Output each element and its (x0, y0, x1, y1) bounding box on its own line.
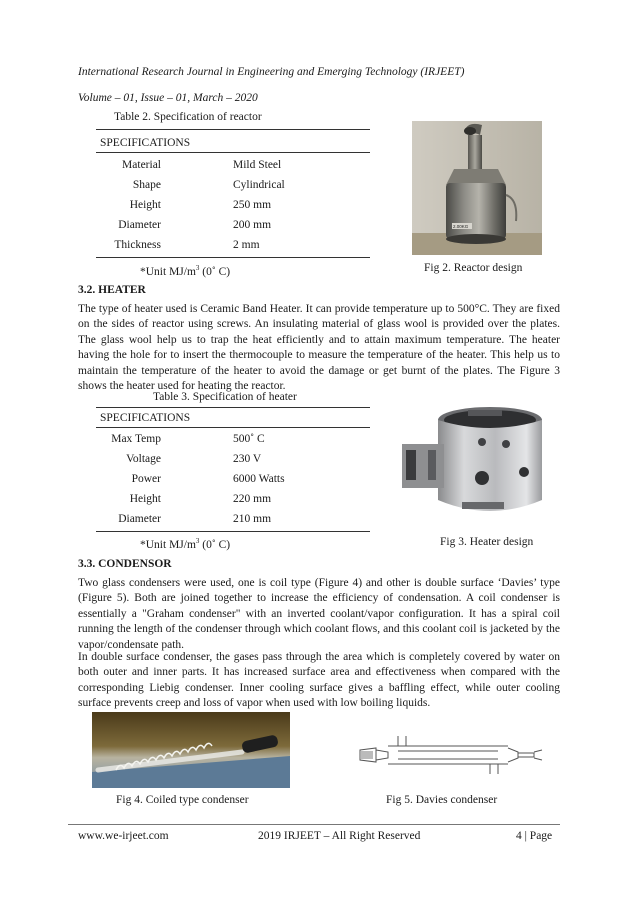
table2-heading-rule (96, 152, 370, 153)
condensor-paragraph-1: Two glass condensers were used, one is coil type (Figure 4) and other is double surface ‘Davies’ type (Figure 5). Both are joined together to increase the efficiency of condensation. A coil condenser is essentially a "Graham condenser" with an inverted coolant/vapor configuration. It has a spiral coil running the length of the condenser through which coolant flows, and this coolant coil is jacketed by the vapor/condensate path. (78, 577, 560, 651)
fig3-caption: Fig 3. Heater design (440, 536, 534, 548)
footer-website: www.we-irjeet.com (78, 830, 169, 842)
table2-row-value: 2 mm (233, 239, 260, 251)
table3-row-label: Height (129, 493, 161, 505)
reactor-label-text: 2.00KG (453, 224, 469, 229)
table3-top-rule (96, 407, 370, 408)
table2-row-value: Cylindrical (233, 179, 285, 191)
fig4-caption: Fig 4. Coiled type condenser (116, 794, 249, 806)
table3-bottom-rule (96, 531, 370, 532)
table3-unit-note: *Unit $MJ/m^3$ (0˚ C) (140, 537, 231, 551)
condensor-section-title: 3.3. CONDENSOR (78, 558, 172, 570)
table2-row-label: Diameter (118, 219, 161, 231)
fig5-caption: Fig 5. Davies condenser (386, 794, 498, 806)
table3-row-label: Diameter (118, 513, 161, 525)
reactor-photo (412, 121, 542, 255)
heater-section-title: 3.2. HEATER (78, 284, 146, 296)
table3-row-value: 220 mm (233, 493, 272, 505)
journal-title: International Research Journal in Engineering and Emerging Technology (IRJEET) (78, 66, 465, 78)
footer-rule (68, 824, 560, 825)
table2-heading: SPECIFICATIONS (100, 137, 191, 149)
table2-unit-note: *Unit $MJ/m^3$ (0˚ C) (140, 264, 231, 278)
table2-row-label: Height (129, 199, 161, 211)
table2-caption: Table 2. Specification of reactor (114, 111, 262, 123)
table3-row-value: 6000 Watts (233, 473, 285, 485)
heater-photo (398, 398, 548, 528)
table2-row-label: Material (122, 159, 161, 171)
footer-page-number: 4 | Page (516, 830, 553, 842)
table3-row-label: Max Temp (111, 433, 161, 445)
table2-row-label: Shape (132, 179, 161, 191)
table2-bottom-rule (96, 257, 370, 258)
table3-row-value: 230 V (233, 453, 262, 465)
table3-row-label: Power (131, 473, 161, 485)
davies-condenser-drawing (358, 736, 544, 776)
table2-row-value: 250 mm (233, 199, 272, 211)
table3-heading: SPECIFICATIONS (100, 412, 191, 424)
volume-info: Volume – 01, Issue – 01, March – 2020 (78, 92, 258, 104)
table3-row-label: Voltage (126, 453, 161, 465)
table2-row-value: Mild Steel (233, 159, 282, 171)
coil-condenser-photo (92, 712, 290, 788)
table3-heading-rule (96, 427, 370, 428)
condensor-paragraph-2: In double surface condenser, the gases pass through the area which is completely covered by water on both outer and inner parts. It has increased surface area and effectiveness when compared with the corresponding Liebig condenser. Inner cooling surface gives a baffling effect, while outer cooling surface prevents creep and loss of vapor when used with low boiling liquids. (78, 651, 560, 710)
table2-row-value: 200 mm (233, 219, 272, 231)
footer-copyright: 2019 IRJEET – All Right Reserved (258, 830, 421, 842)
table3-row-value: 210 mm (233, 513, 272, 525)
table3-row-value: 500˚ C (233, 433, 265, 445)
fig2-caption: Fig 2. Reactor design (424, 262, 523, 274)
table2-row-label: Thickness (114, 239, 161, 251)
table2-top-rule (96, 129, 370, 130)
heater-paragraph: The type of heater used is Ceramic Band Heater. It can provide temperature up to 500°C. They are fixed on the sides of reactor using screws. An insulating material of glass wool is provided over the plates. The glass wool help us to trap the heat efficiently and to attain maximum temperature. The heater having the hole for to insert the thermocouple to measure the temperature of the heater. This help us to maintain the temperature of the heater to avoid the damage or get burnt of the plates. The Figure 3 shows the heater used for heating the reactor. (78, 303, 560, 393)
table3-caption: Table 3. Specification of heater (153, 391, 297, 403)
